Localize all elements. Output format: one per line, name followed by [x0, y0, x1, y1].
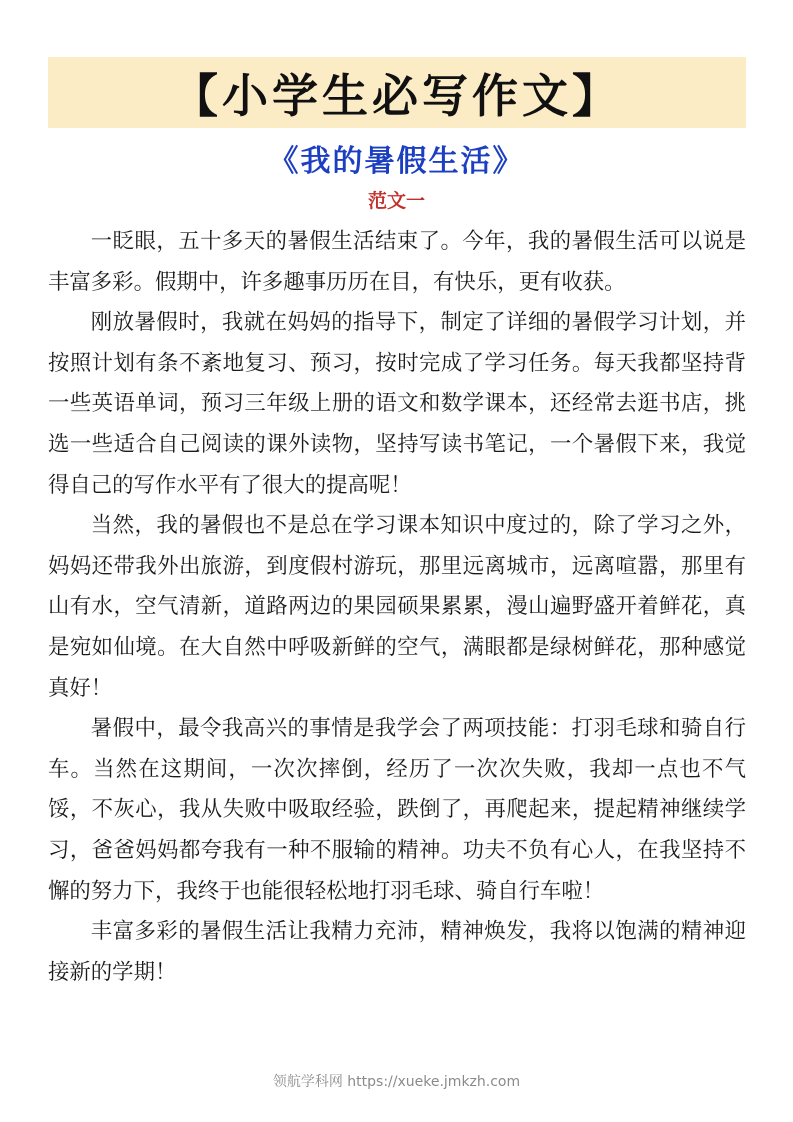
essay-body: [48, 222, 746, 993]
essay-title: 《我的暑假生活》: [268, 144, 525, 179]
paragraph: 当然，我的暑假也不是总在学习课本知识中度过的，除了学习之外，妈妈还带我外出旅游，到度假村游玩，那里远离城市，远离喧嚣，那里有山有水，空气清新，道路两边的果园硕果累累，漫山遍野盛开着鲜花，真是宛如仙境。在大自然中呼吸新鲜的空气，满眼都是绿树鲜花，那种感觉真好！: [48, 513, 746, 701]
paragraph: 刚放暑假时，我就在妈妈的指导下，制定了详细的暑假学习计划，并按照计划有条不紊地复习、预习，按时完成了学习任务。每天我都坚持背一些英语单词，预习三年级上册的语文和数学课本，还经常去逛书店，挑选一些适合自己阅读的课外读物，坚持写读书笔记，一个暑假下来，我觉得自己的写作水平有了很大的提高呢！: [48, 310, 746, 498]
paragraph: 暑假中，最令我高兴的事情是我学会了两项技能：打羽毛球和骑自行车。当然在这期间，一次次摔倒，经历了一次次失败，我却一点也不气馁，不灰心，我从失败中吸取经验，跌倒了，再爬起来，提起精神继续学习，爸爸妈妈都夸我有一种不服输的精神。功夫不负有心人，在我坚持不懈的努力下，我终于也能很轻松地打羽毛球、骑自行车啦！: [48, 716, 746, 904]
title-banner: [48, 57, 746, 128]
page-title: 【小学生必写作文】: [172, 68, 622, 123]
footer-watermark: 领航学科网 https://xueke.jmkzh.com: [272, 1074, 521, 1090]
paragraph: 一眨眼，五十多天的暑假生活结束了。今年，我的暑假生活可以说是丰富多彩。假期中，许多趣事历历在目，有快乐，更有收获。: [48, 229, 746, 295]
paragraph: 丰富多彩的暑假生活让我精力充沛，精神焕发，我将以饱满的精神迎接新的学期！: [48, 919, 746, 985]
section-label: 范文一: [367, 190, 425, 212]
